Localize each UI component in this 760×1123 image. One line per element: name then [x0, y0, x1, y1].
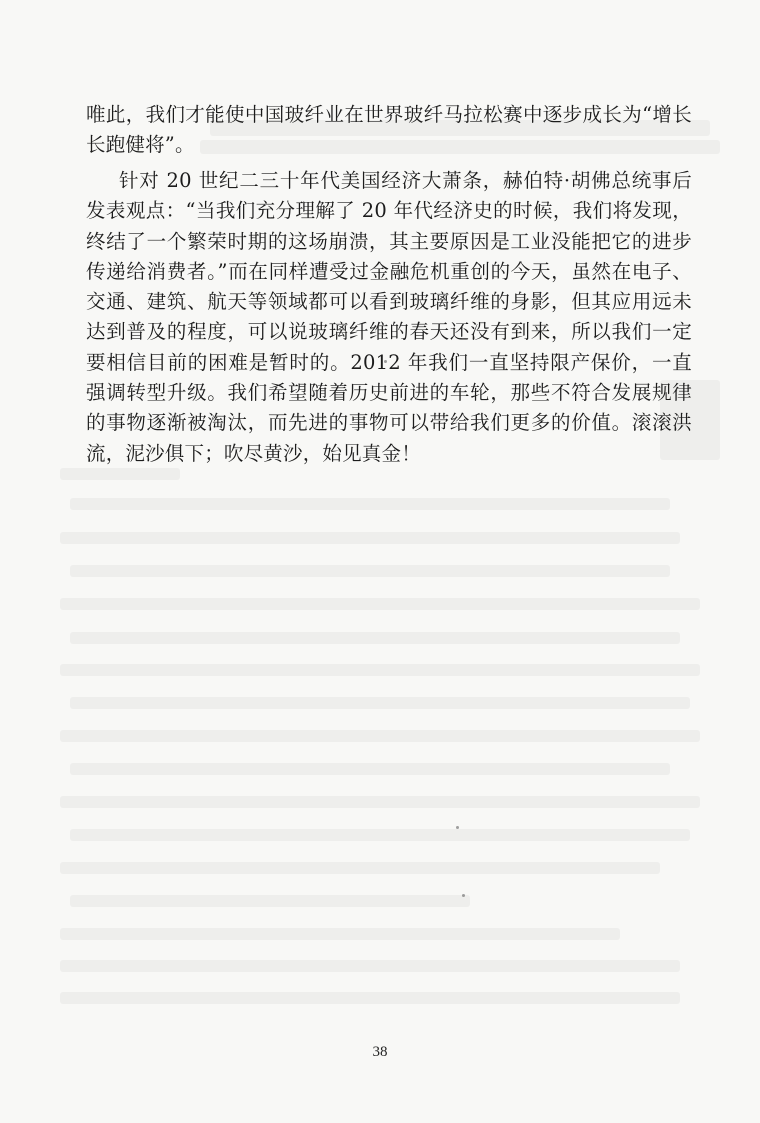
body-paragraph: 唯此，我们才能使中国玻纤业在世界玻纤马拉松赛中逐步成长为“增长长跑健将”。: [86, 103, 692, 157]
reverse-page-bleed: [60, 992, 680, 1004]
reverse-page-bleed: [70, 895, 470, 907]
reverse-page-bleed: [60, 598, 700, 610]
scan-speck: [456, 826, 459, 829]
reverse-page-bleed: [60, 730, 700, 742]
reverse-page-bleed: [60, 928, 620, 940]
reverse-page-bleed: [60, 960, 680, 972]
reverse-page-bleed: [60, 532, 680, 544]
body-paragraph: 针对 20 世纪二三十年代美国经济大萧条，赫伯特·胡佛总统事后发表观点：“当我们充分理解了 20 年代经济史的时候，我们将发现，终结了一个繁荣时期的这场崩溃，其主要原因是工业没能把它的进步传递给消费者。”而在同样遭受过金融危机重创的今天，虽然在电子、交通、建筑、航天等领域都可以看到玻璃纤维的身影，但其应用远未达到普及的程度，可以说玻璃纤维的春天还没有到来，所以我们一定要相信目前的困难是暂时的。2012 年我们一直坚持限产保价，一直强调转型升级。我们希望随着历史前进的车轮，那些不符合发展规律的事物逐渐被淘汰，而先进的事物可以带给我们更多的价值。滚滚洪流，泥沙俱下；吹尽黄沙，始见真金！: [86, 169, 692, 465]
reverse-page-bleed: [70, 632, 680, 644]
reverse-page-bleed: [60, 796, 700, 808]
page-number: 38: [372, 1044, 388, 1060]
reverse-page-bleed: [60, 664, 700, 676]
reverse-page-bleed: [70, 498, 670, 510]
reverse-page-bleed: [70, 697, 690, 709]
reverse-page-bleed: [70, 565, 670, 577]
reverse-page-bleed: [70, 829, 690, 841]
reverse-page-bleed: [60, 468, 180, 480]
reverse-page-bleed: [70, 763, 670, 775]
reverse-page-bleed: [60, 862, 660, 874]
scan-speck: [462, 894, 465, 897]
